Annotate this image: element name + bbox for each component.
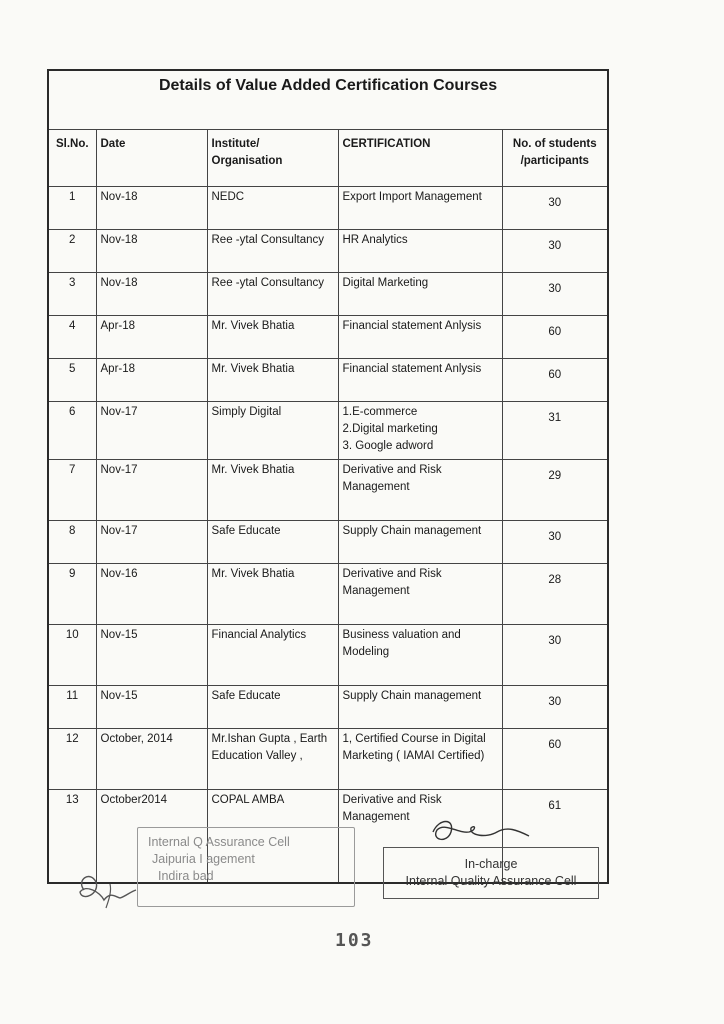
table-row <box>48 686 608 729</box>
cell-date: Nov-18 <box>96 187 207 230</box>
cell-students: 31 <box>502 402 608 460</box>
signature-left <box>70 862 140 912</box>
in-charge-stamp: In-charge Internal Quality Assurance Cell <box>383 847 599 899</box>
table-row <box>48 230 608 273</box>
cell-institute: Simply Digital <box>207 402 338 460</box>
cell-certification: 1, Certified Course in Digital Marketing ( IAMAI Certified) <box>338 729 502 790</box>
cell-certification: Business valuation and Modeling <box>338 625 502 686</box>
table-row <box>48 187 608 230</box>
cell-date: Nov-15 <box>96 686 207 729</box>
header-certification: CERTIFICATION <box>338 130 502 187</box>
table-row <box>48 564 608 625</box>
cell-students: 60 <box>502 316 608 359</box>
cell-slno: 8 <box>48 521 96 564</box>
cell-students: 28 <box>502 564 608 625</box>
cell-date: October2014 <box>96 790 207 884</box>
cell-students: 60 <box>502 729 608 790</box>
cell-date: Nov-17 <box>96 521 207 564</box>
cell-institute: Mr. Vivek Bhatia <box>207 564 338 625</box>
cell-slno: 12 <box>48 729 96 790</box>
cell-students: 30 <box>502 686 608 729</box>
table-row <box>48 273 608 316</box>
cell-institute: Mr.Ishan Gupta , Earth Education Valley , <box>207 729 338 790</box>
cell-institute: Safe Educate <box>207 521 338 564</box>
cell-students: 61 <box>502 790 608 884</box>
cell-certification: Export Import Management <box>338 187 502 230</box>
cell-slno: 2 <box>48 230 96 273</box>
table-row <box>48 625 608 686</box>
qa-cell-stamp: Internal Q Assurance Cell Jaipuria I agement Indira bad <box>137 827 355 907</box>
cell-certification: Derivative and Risk Management <box>338 790 502 884</box>
cell-institute: Ree -ytal Consultancy <box>207 230 338 273</box>
table-row <box>48 316 608 359</box>
cell-slno: 7 <box>48 460 96 521</box>
cell-certification: HR Analytics <box>338 230 502 273</box>
table-row <box>48 359 608 402</box>
table-row <box>48 402 608 460</box>
cell-date: Nov-18 <box>96 230 207 273</box>
cell-students: 30 <box>502 625 608 686</box>
cell-certification: Digital Marketing <box>338 273 502 316</box>
cell-date: Nov-17 <box>96 402 207 460</box>
header-slno: Sl.No. <box>48 130 96 187</box>
cell-certification: Supply Chain management <box>338 521 502 564</box>
cell-date: Nov-15 <box>96 625 207 686</box>
courses-table <box>47 69 609 884</box>
cell-students: 30 <box>502 230 608 273</box>
table-row <box>48 729 608 790</box>
header-institute: Institute/ Organisation <box>207 130 338 187</box>
cell-slno: 9 <box>48 564 96 625</box>
cell-institute: COPAL AMBA <box>207 790 338 884</box>
header-students: No. of students /participants <box>502 130 608 187</box>
table-title: Details of Value Added Certification Courses <box>48 70 608 130</box>
cell-students: 30 <box>502 273 608 316</box>
cell-slno: 3 <box>48 273 96 316</box>
header-date: Date <box>96 130 207 187</box>
cell-date: Nov-17 <box>96 460 207 521</box>
cell-institute: Mr. Vivek Bhatia <box>207 316 338 359</box>
table-row <box>48 460 608 521</box>
cell-date: Nov-16 <box>96 564 207 625</box>
page-number: 103 <box>335 930 374 951</box>
cell-institute: Safe Educate <box>207 686 338 729</box>
cell-certification: Financial statement Anlysis <box>338 316 502 359</box>
cell-slno: 11 <box>48 686 96 729</box>
cell-date: Nov-18 <box>96 273 207 316</box>
cell-students: 60 <box>502 359 608 402</box>
cell-slno: 6 <box>48 402 96 460</box>
cell-slno: 10 <box>48 625 96 686</box>
cell-students: 30 <box>502 521 608 564</box>
cell-institute: Mr. Vivek Bhatia <box>207 460 338 521</box>
cell-slno: 13 <box>48 790 96 884</box>
cell-slno: 4 <box>48 316 96 359</box>
cell-certification: Financial statement Anlysis <box>338 359 502 402</box>
cell-institute: NEDC <box>207 187 338 230</box>
cell-institute: Ree -ytal Consultancy <box>207 273 338 316</box>
cell-students: 30 <box>502 187 608 230</box>
table-row <box>48 521 608 564</box>
cell-date: Apr-18 <box>96 316 207 359</box>
cell-slno: 5 <box>48 359 96 402</box>
cell-certification: Derivative and Risk Management <box>338 460 502 521</box>
cell-date: October, 2014 <box>96 729 207 790</box>
header-row <box>48 130 608 187</box>
cell-slno: 1 <box>48 187 96 230</box>
cell-certification: 1.E-commerce 2.Digital marketing 3. Google adword <box>338 402 502 460</box>
signature-right <box>425 810 535 850</box>
cell-certification: Derivative and Risk Management <box>338 564 502 625</box>
cell-students: 29 <box>502 460 608 521</box>
cell-institute: Mr. Vivek Bhatia <box>207 359 338 402</box>
cell-institute: Financial Analytics <box>207 625 338 686</box>
cell-date: Apr-18 <box>96 359 207 402</box>
cell-certification: Supply Chain management <box>338 686 502 729</box>
